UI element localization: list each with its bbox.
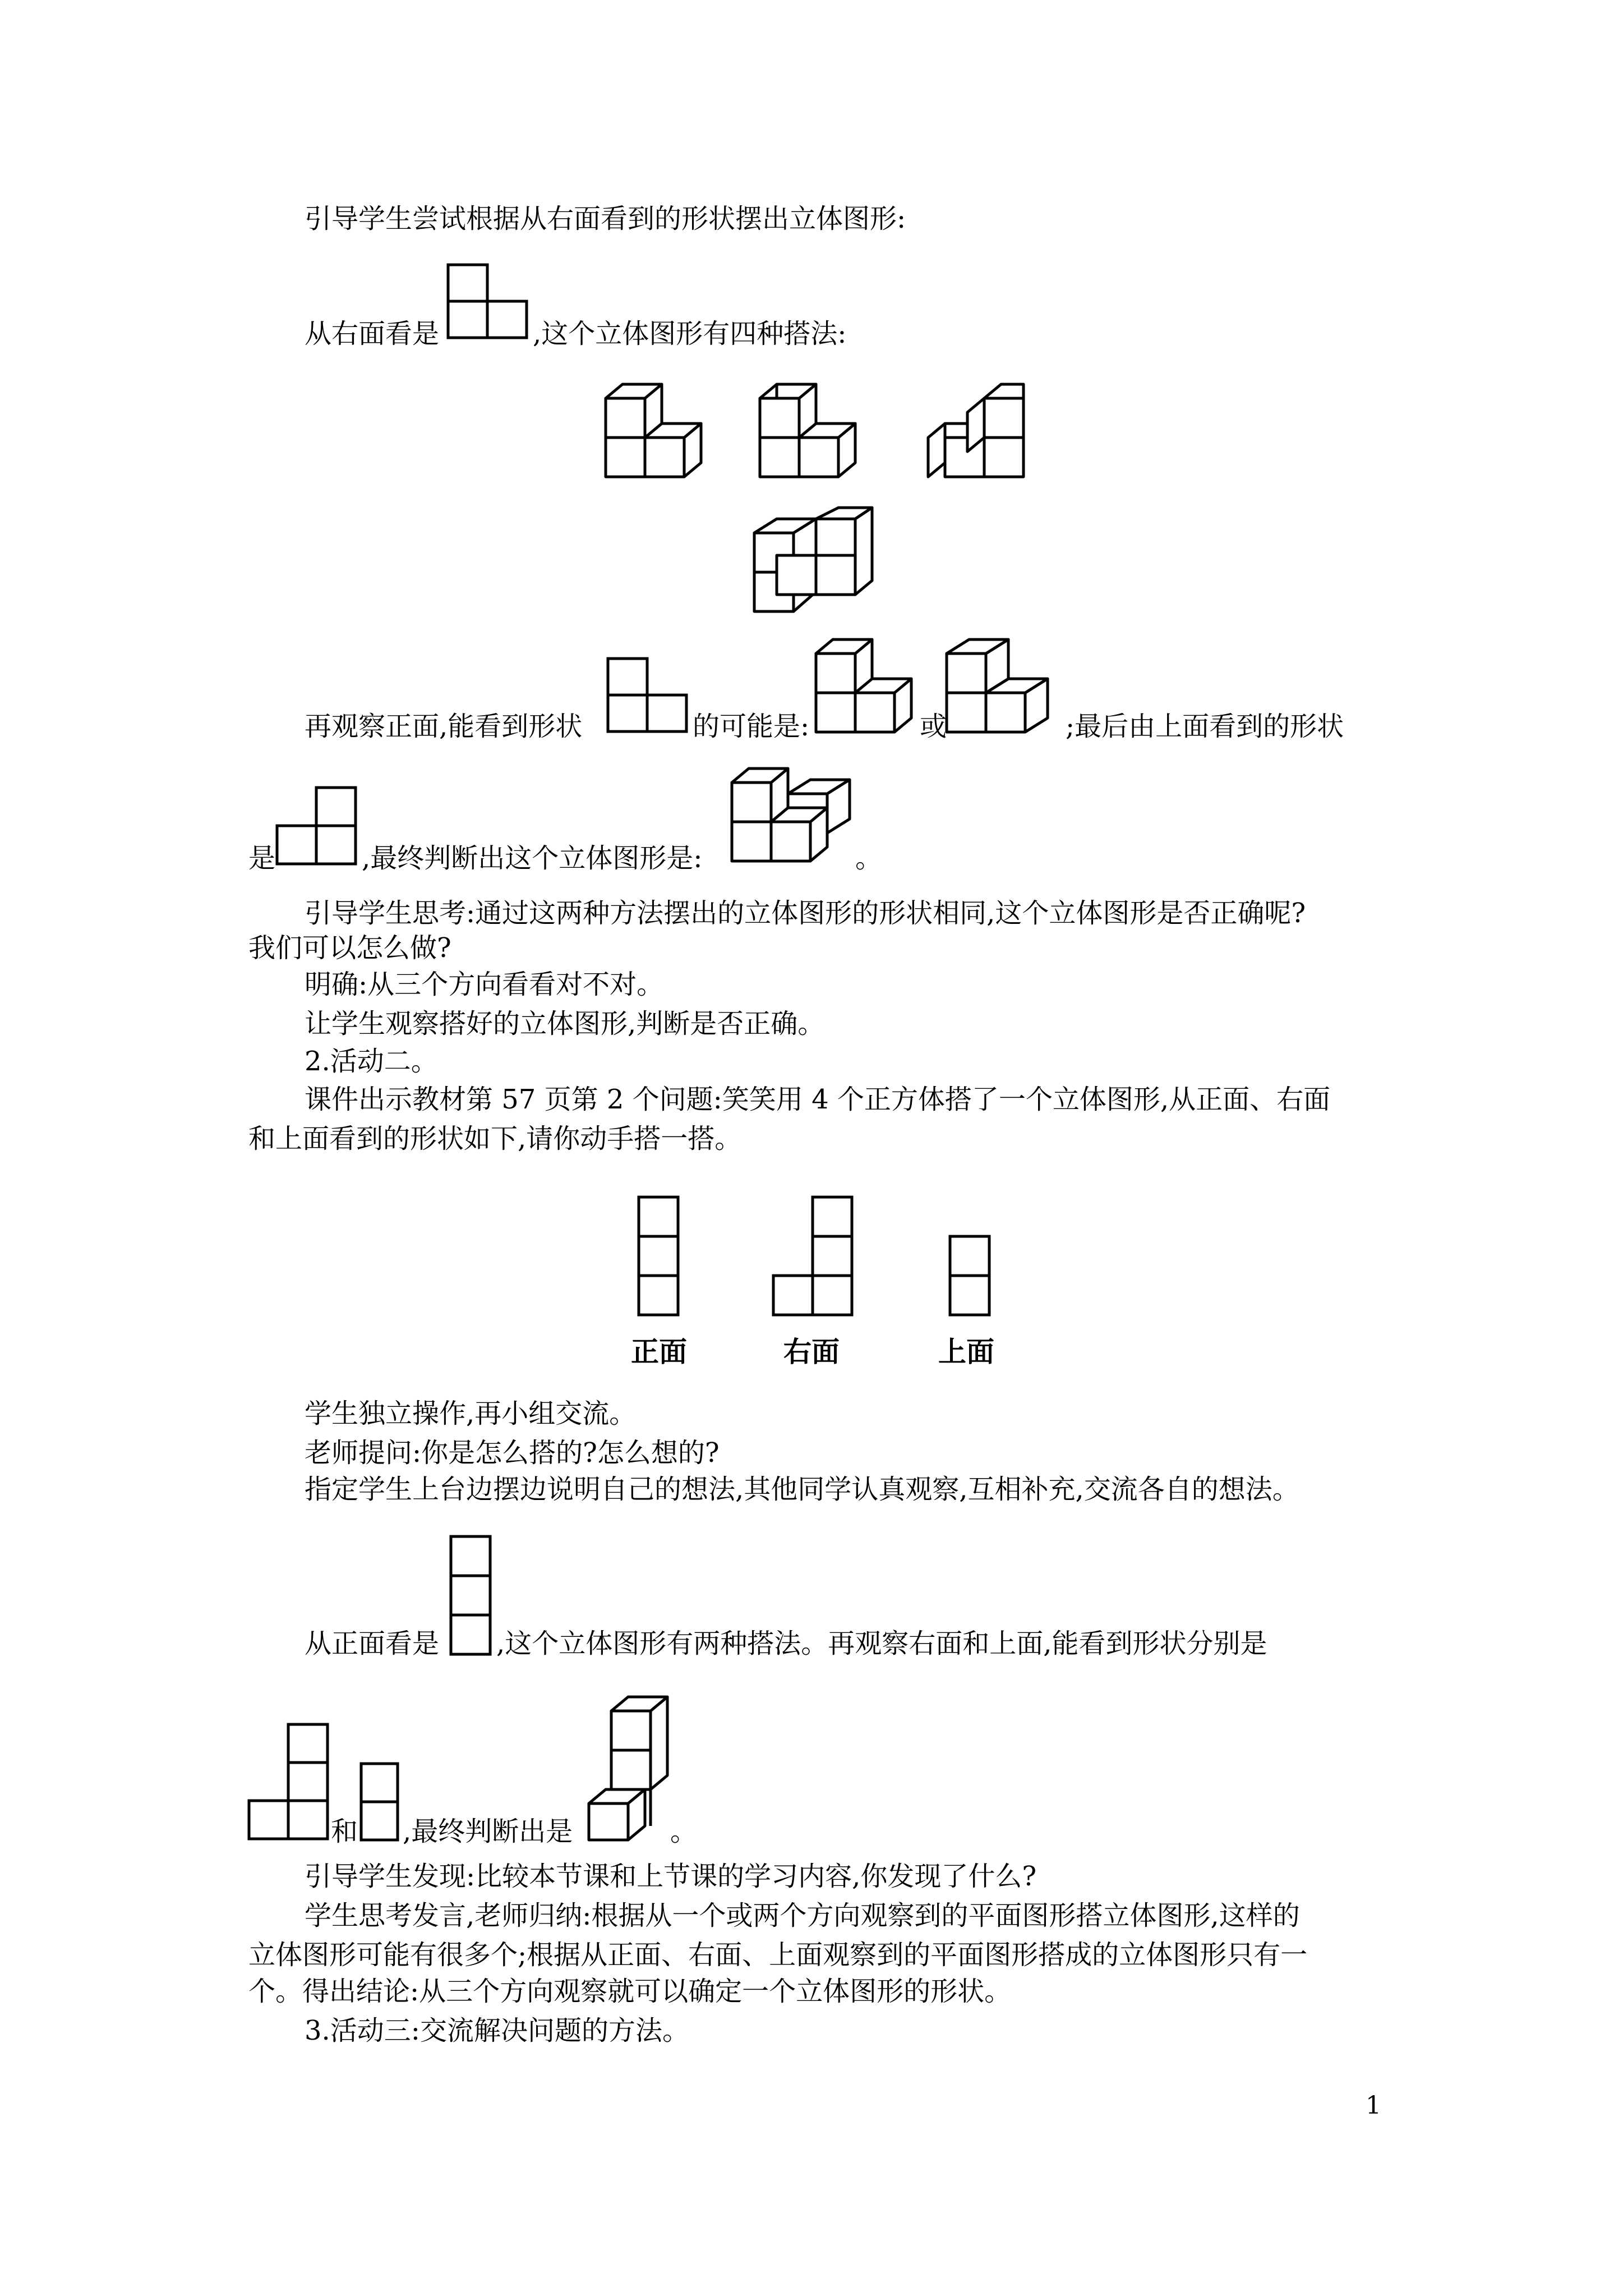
solid-arrangement-1 [606, 379, 712, 482]
front-possible-solid-2 [947, 631, 1059, 738]
label-front: 正面 [631, 1336, 687, 1368]
summary-line-1: 学生思考发言,老师归纳:根据从一个或两个方向观察到的平面图形搭立体图形,这样的 [305, 1900, 1300, 1931]
final-solid-1 [732, 760, 861, 869]
clarify-text: 明确:从三个方向看看对不对。 [305, 969, 664, 1000]
think-line-1: 引导学生思考:通过这两种方法摆出的立体图形的形状相同,这个立体图形是否正确呢? [305, 898, 1306, 929]
observe-text: 让学生观察搭好的立体图形,判断是否正确。 [305, 1008, 825, 1039]
summary-line-3: 个。得出结论:从三个方向观察就可以确定一个立体图形的形状。 [248, 1976, 1012, 2007]
right-view-figure [771, 1195, 858, 1321]
activity2-title: 2.活动二。 [305, 1046, 438, 1077]
solid-arrangement-3 [928, 379, 1035, 482]
top2-view-figure [359, 1761, 404, 1843]
top-view-column-figure [948, 1234, 993, 1321]
front-possible-solid-1 [816, 631, 920, 738]
right-view-l-shape-figure [446, 263, 530, 341]
final-judge-text: ,最终判断出是 [403, 1816, 573, 1847]
designate-text: 指定学生上台边摆边说明自己的想法,其他同学认真观察,互相补充,交流各自的想法。 [305, 1474, 1299, 1505]
page-number: 1 [1366, 2091, 1381, 2120]
front-view-text-post: ;最后由上面看到的形状 [1066, 711, 1344, 742]
solid-arrangement-2 [760, 379, 866, 482]
and-text: 和 [331, 1816, 358, 1847]
task-line-2: 和上面看到的形状如下,请你动手搭一搭。 [248, 1123, 742, 1154]
teacher-question: 老师提问:你是怎么搭的?怎么想的? [305, 1437, 720, 1469]
front-view-text-or: 或 [920, 711, 947, 742]
right2-view-figure [247, 1722, 331, 1843]
task-line-1: 课件出示教材第 57 页第 2 个问题:笑笑用 4 个正方体搭了一个立体图形,从正面、右面 [305, 1084, 1331, 1115]
activity3-title: 3.活动三:交流解决问题的方法。 [305, 2015, 689, 2046]
label-right: 右面 [783, 1336, 840, 1368]
right-view-text-post: ,这个立体图形有四种搭法: [533, 318, 847, 349]
front2-column-figure [449, 1534, 494, 1660]
front-view-text-pre: 再观察正面,能看到形状 [305, 711, 583, 742]
independent-text: 学生独立操作,再小组交流。 [305, 1398, 637, 1429]
think-line-2: 我们可以怎么做? [248, 932, 451, 964]
final-solid-2 [589, 1688, 679, 1846]
top-view-text-post: ,最终判断出这个立体图形是: [362, 843, 703, 874]
top-view-text-pre: 是 [248, 843, 276, 874]
right-view-text-pre: 从右面看是 [305, 318, 440, 349]
discover-text: 引导学生发现:比较本节课和上节课的学习内容,你发现了什么? [305, 1861, 1037, 1892]
front2-text-pre: 从正面看是 [305, 1628, 440, 1659]
front2-text-post: ,这个立体图形有两种搭法。再观察右面和上面,能看到形状分别是 [496, 1628, 1267, 1659]
summary-line-2: 立体图形可能有很多个;根据从正面、右面、上面观察到的平面图形搭成的立体图形只有一 [248, 1939, 1308, 1971]
final-end-text: 。 [670, 1816, 698, 1847]
top-view-text-end: 。 [855, 843, 883, 874]
paragraph-guide-right: 引导学生尝试根据从右面看到的形状摆出立体图形: [305, 203, 906, 234]
front-view-column-figure [637, 1195, 681, 1321]
solid-arrangement-4 [754, 508, 883, 617]
front-view-l-shape-figure [606, 656, 690, 735]
label-top: 上面 [938, 1336, 994, 1368]
front-view-text-mid: 的可能是: [693, 711, 810, 742]
top-view-shape-figure [275, 785, 359, 867]
